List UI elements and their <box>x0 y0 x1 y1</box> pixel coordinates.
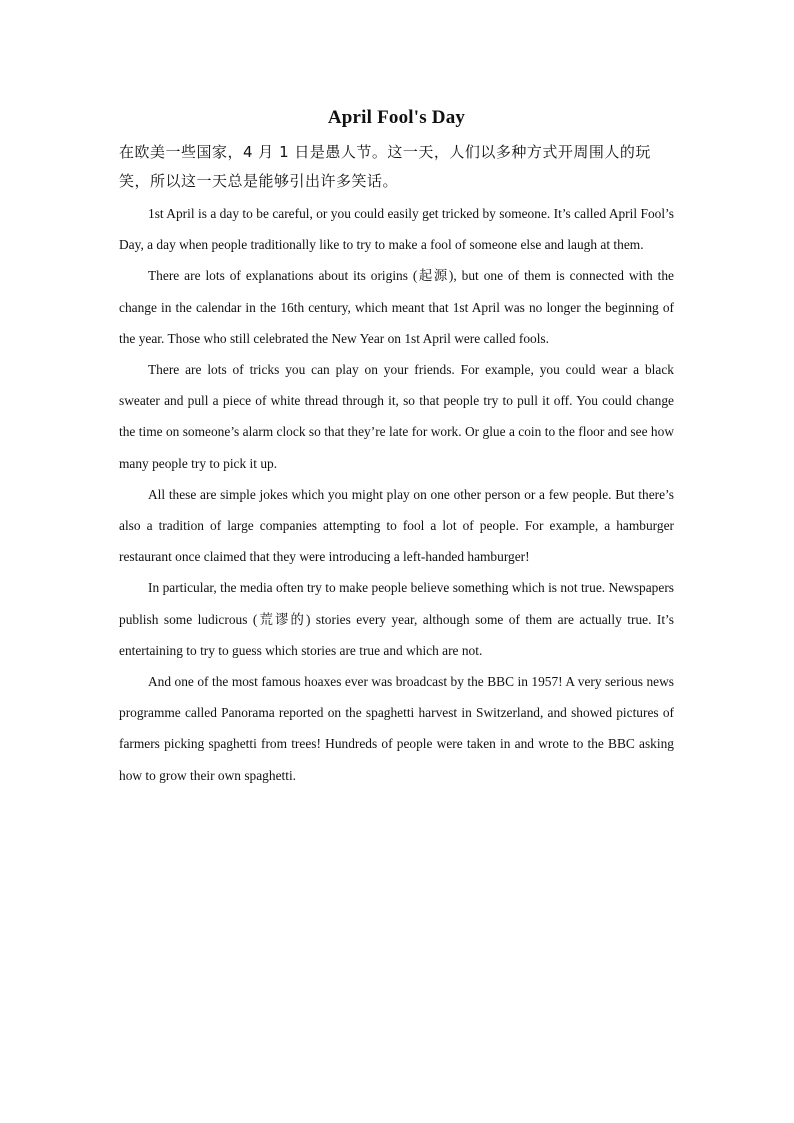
paragraph-1: 1st April is a day to be careful, or you could easily get tricked by someone. It’s called April Fool’s Day, a day when people traditionally like to try to make a fool of someone else and laugh at them. <box>119 206 674 253</box>
document-page <box>119 104 674 791</box>
paragraph-4: All these are simple jokes which you might play on one other person or a few people. But there’s also a tradition of large companies attempting to fool a lot of people. For example, a hamburger restaurant once claimed that they were introducing a left-handed hamburger! <box>119 486 674 565</box>
paragraph-5: In particular, the media often try to make people believe something which is not true. Newspapers publish some ludicrous (荒谬的) stories every year, although some of them are actually true. It’s entertaining to try to guess which stories are true and which are not. <box>119 580 674 658</box>
paragraph-2: There are lots of explanations about its origins (起源), but one of them is connected with the change in the calendar in the 16th century, which meant that 1st April was no longer the beginning of the year. Those who still celebrated the New Year on 1st April were called fools. <box>119 268 674 346</box>
paragraph-3: There are lots of tricks you can play on your friends. For example, you could wear a black sweater and pull a piece of white thread through it, so that people try to pull it off. You could change the time on someone’s alarm clock so that they’re late for work. Or glue a coin to the floor and see how many people try to pick it up. <box>119 362 674 471</box>
document-title: April Fool's Day <box>327 107 466 128</box>
paragraph-6: And one of the most famous hoaxes ever was broadcast by the BBC in 1957! A very serious news programme called Panorama reported on the spaghetti harvest in Switzerland, and showed pictures of farmers picking spaghetti from trees! Hundreds of people were taken in and wrote to the BBC asking how to grow their own spaghetti. <box>119 674 674 783</box>
chinese-intro: 在欧美一些国家，4 月 1 日是愚人节。这一天，人们以多种方式开周围人的玩笑，所以这一天总是能够引出许多笑话。 <box>119 143 651 190</box>
